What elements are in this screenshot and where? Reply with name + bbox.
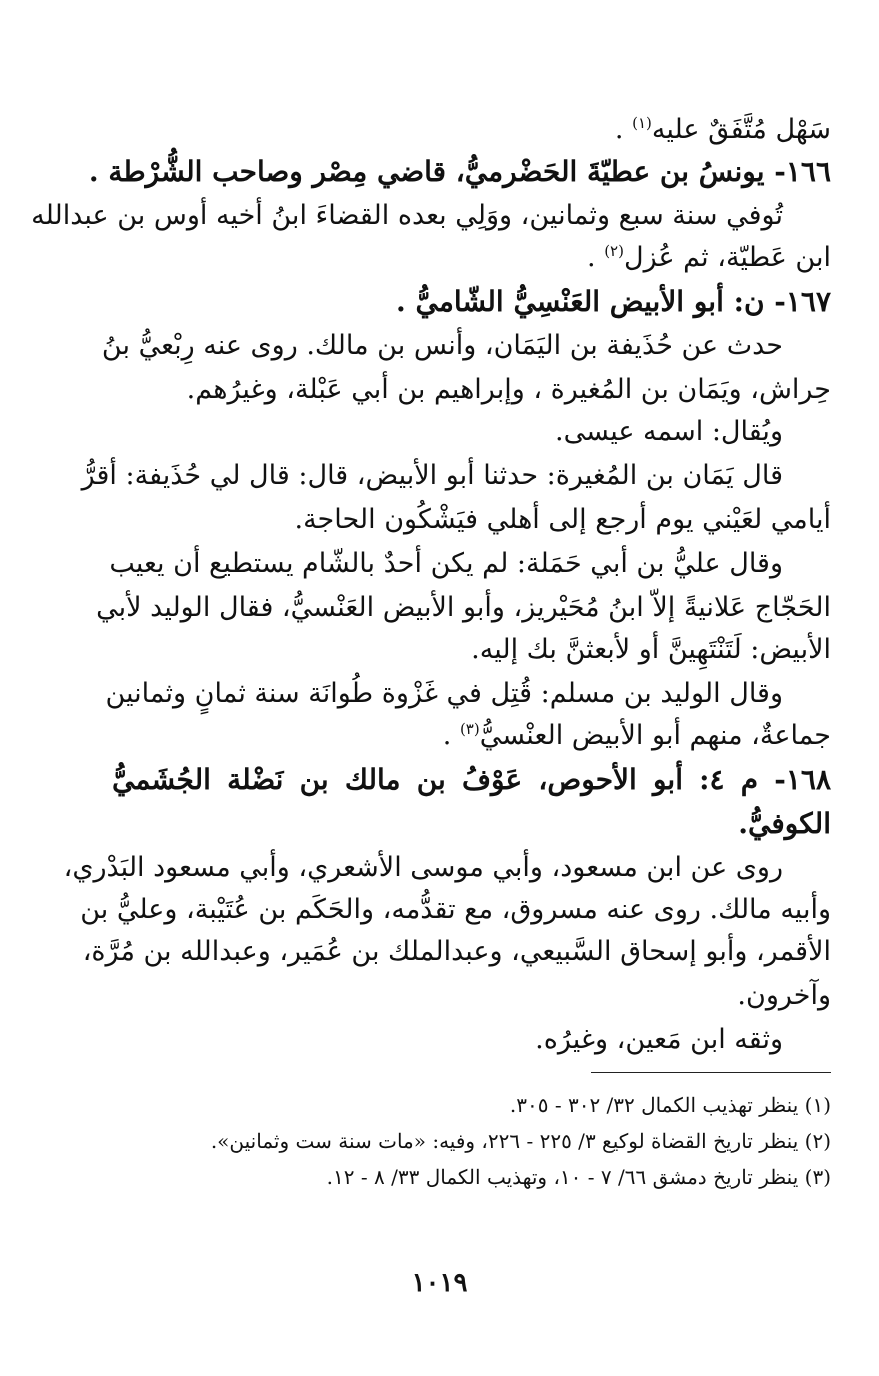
footnote: (١) ينظر تهذيب الكمال ٣٢/ ٣٠٢ - ٣٠٥. bbox=[509, 1093, 831, 1117]
footnote: (٣) ينظر تاريخ دمشق ٦٦/ ٧ - ١٠، وتهذيب الكمال ٣٣/ ٨ - ١٢. bbox=[326, 1165, 831, 1189]
footnote: (٢) ينظر تاريخ القضاة لوكيع ٣/ ٢٢٥ - ٢٢٦، وفيه: «مات سنة ست وثمانين». bbox=[210, 1129, 831, 1153]
page-number: ١٠١٩ bbox=[411, 1268, 468, 1298]
text-line: وآخرون. bbox=[737, 980, 831, 1011]
text-line: وقال الوليد بن مسلم: قُتِل في غَزْوة طُوانَة سنة ثمانٍ وثمانين bbox=[105, 678, 783, 709]
text-line: قال يَمَان بن المُغيرة: حدثنا أبو الأبيض، قال: قال لي حُذَيفة: أقرُّ bbox=[81, 460, 783, 491]
text-line: جماعةٌ، منهم أبو الأبيض العنْسيُّ$^{(٣)}$ . bbox=[442, 720, 831, 751]
text-line: ويُقال: اسمه عيسى. bbox=[555, 416, 783, 447]
text-line: وثقه ابن مَعين، وغيرُه. bbox=[535, 1024, 783, 1055]
text-line: حدث عن حُذَيفة بن اليَمَان، وأنس بن مالك. روى عنه رِبْعيُّ بنُ bbox=[101, 330, 783, 361]
text-line: الأقمر، وأبو إسحاق السَّبيعي، وعبدالملك بن عُمَير، وعبدالله بن مُرَّة، bbox=[82, 936, 831, 967]
text-line: وأبيه مالك. روى عنه مسروق، مع تقدُّمه، والحَكَم بن عُتَيْبة، وعليُّ بن bbox=[80, 894, 831, 925]
text-line: تُوفي سنة سبع وثمانين، ووَلِي بعده القضاءَ ابنُ أخيه أوس بن عبدالله bbox=[31, 200, 783, 231]
text-line: حِراش، ويَمَان بن المُغيرة ، وإبراهيم بن أبي عَبْلة، وغيرُهم. bbox=[186, 374, 831, 405]
text-line: الأبيض: لَتَنْتَهِينَّ أو لأبعثنَّ بك إليه. bbox=[471, 634, 831, 665]
entry-heading: ١٦٧- ن: أبو الأبيض العَنْسِيُّ الشّاميُّ . bbox=[396, 285, 831, 318]
text-line: ابن عَطيّة، ثم عُزل$^{(٢)}$ . bbox=[587, 242, 831, 273]
footnote-separator bbox=[591, 1072, 831, 1073]
entry-heading: ١٦٨- م ٤: أبو الأحوص، عَوْفُ بن مالك بن نَضْلة الجُشَميُّ bbox=[112, 763, 831, 796]
footnote-marker[interactable]: (١) bbox=[632, 114, 652, 132]
footnote-marker[interactable]: (٣) bbox=[459, 720, 480, 738]
text-line: سَهْل مُتَّفَقٌ عليه$^{(١)}$ . bbox=[614, 114, 831, 145]
entry-heading-cont: الكوفيُّ. bbox=[738, 807, 831, 840]
text-line: روى عن ابن مسعود، وأبي موسى الأشعري، وأبي مسعود البَدْري، bbox=[63, 852, 783, 883]
footnote-marker[interactable]: (٢) bbox=[604, 242, 624, 260]
text-line: الحَجّاج عَلانيةً إلاّ ابنُ مُحَيْريز، وأبو الأبيض العَنْسيُّ، فقال الوليد لأبي bbox=[96, 592, 831, 623]
entry-heading: ١٦٦- يونسُ بن عطيّةَ الحَضْرميُّ، قاضي مِصْر وصاحب الشُّرْطة . bbox=[88, 155, 831, 188]
text-line: أيامي لعَيْني يوم أرجع إلى أهلي فيَشْكُون الحاجة. bbox=[294, 504, 831, 535]
text-line: وقال عليُّ بن أبي حَمَلة: لم يكن أحدٌ بالشّام يستطيع أن يعيب bbox=[109, 548, 783, 579]
